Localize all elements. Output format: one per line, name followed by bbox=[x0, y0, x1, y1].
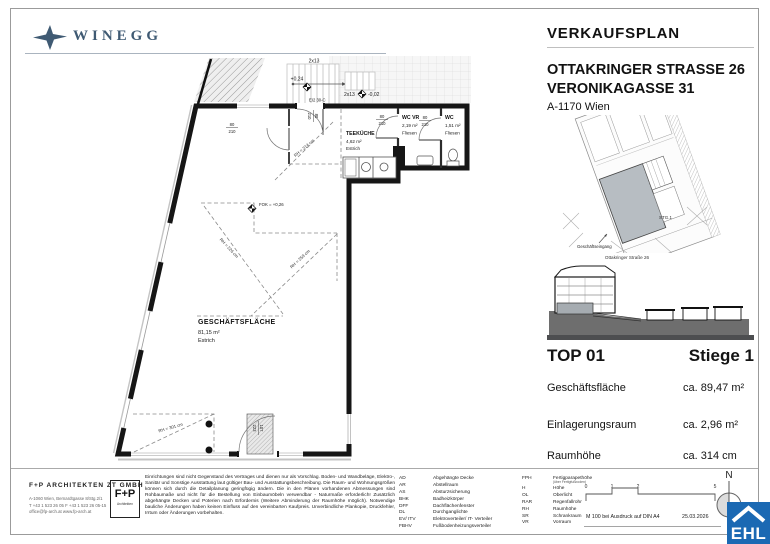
svg-text:2,19 m²: 2,19 m² bbox=[402, 123, 418, 128]
legend-item: OL Oberlicht bbox=[522, 492, 573, 498]
floor-plan-drawing bbox=[101, 56, 471, 466]
svg-text:Estrich: Estrich bbox=[198, 338, 215, 344]
svg-text:80: 80 bbox=[422, 115, 428, 120]
svg-text:GESCHÄFTSFLÄCHE: GESCHÄFTSFLÄCHE bbox=[198, 319, 276, 326]
print-scale-note: M 100 bei Ausdruck auf DIN A4 bbox=[586, 514, 660, 520]
page-title: VERKAUFSPLAN bbox=[547, 25, 680, 42]
wc-fixtures bbox=[417, 149, 459, 166]
svg-text:1: 1 bbox=[610, 484, 614, 490]
address-line2: VERONIKAGASSE 31 bbox=[547, 81, 695, 97]
stair-steps-label-2: 2x13 bbox=[344, 92, 355, 98]
svg-text:223: 223 bbox=[252, 424, 257, 432]
legend-item: BHK Badheizkörper bbox=[399, 496, 464, 502]
header-rule-left bbox=[25, 53, 386, 54]
legend-column-1 bbox=[399, 476, 519, 531]
legend-item: AD Abgehängte Decke bbox=[399, 476, 474, 481]
height-entry-label: RH = 314 cm bbox=[292, 137, 316, 158]
architect-web: office@fp-arch.at www.fp-arch.at bbox=[29, 509, 92, 515]
disclaimer-text: Einrichtungen sind nicht Gegenstand des Vertrages und dienen nur als Vorschlag. Boden- und Wandbeläge, Elektro-, Sanitär und Sonstige Ausstattung laut gültiger Bau- und Ausstattungsbeschreibung. Die Raum- und Wohnungsgrößen können sich durch die Detailplanung geringfügig ändern. Die in den Plänen vorhandenen Abmessungen sind Rohbaumaße und nicht für die Bestellung von Einbaumöbeln verwendbar - Naturmaße erforderlich! Zusätzlich abgehängte Decken und Poterien nach Erfordernis (Weitere Abminderung der Raumhöhe möglich). Notwendige bauliche Änderungen haben keinen Einfluss auf den vereinbarten Kaufpreis. Unverbindliche Plankopie, Druckfehler, Irrtum oder Änderungen vorbehalten. bbox=[145, 475, 395, 516]
legend-item: RH Raumhöhe bbox=[522, 506, 577, 512]
svg-text:WC VR: WC VR bbox=[402, 115, 420, 121]
site-entrance-label: Geschäftseingang bbox=[577, 244, 612, 249]
room-wc-label bbox=[445, 115, 461, 136]
section-street-caption: Ottakringer Straße 26 bbox=[604, 255, 650, 260]
legend-item: H Höhe bbox=[522, 486, 565, 491]
svg-text:81,15 m²: 81,15 m² bbox=[198, 330, 220, 336]
unit-divider-bar bbox=[547, 335, 754, 340]
svg-text:80: 80 bbox=[314, 113, 319, 119]
legend-item: FBHV Fußbodenheizungsverteiler bbox=[399, 524, 492, 530]
room-teekueche-label bbox=[346, 130, 375, 151]
address-line1: OTTAKRINGER STRASSE 26 bbox=[547, 62, 745, 78]
building-section-drawing bbox=[549, 263, 749, 335]
height-right-label: RH = 259 cm bbox=[289, 248, 311, 270]
room-wcvr-label bbox=[402, 115, 420, 136]
door-dim bbox=[307, 110, 319, 122]
door-dim bbox=[376, 114, 388, 126]
exterior-walls bbox=[118, 106, 467, 454]
detail-value: ca. 314 cm bbox=[683, 450, 737, 462]
svg-text:Fliesen: Fliesen bbox=[445, 130, 460, 136]
detail-label: Raumhöhe bbox=[547, 450, 601, 462]
room-geschaeftsflaeche-label bbox=[198, 318, 276, 344]
legend-item: SR Schrankraum bbox=[522, 513, 582, 519]
ehl-logo bbox=[727, 502, 770, 544]
legend-item: RAR Regenfallrohr bbox=[522, 499, 582, 505]
svg-text:0: 0 bbox=[584, 484, 588, 490]
unit-top-label: TOP 01 bbox=[547, 346, 605, 365]
svg-text:4,62 m²: 4,62 m² bbox=[346, 139, 362, 144]
legend-item: VR Vorraum bbox=[522, 520, 572, 526]
legend-note: (über Fertigfußboden) bbox=[553, 480, 586, 484]
legend-item: EV/ ITV Elektroverteiler/ IT- Verteiler bbox=[399, 517, 493, 523]
svg-text:WC: WC bbox=[445, 115, 454, 121]
kitchen-counter bbox=[343, 157, 396, 178]
svg-text:5: 5 bbox=[713, 484, 717, 490]
legend-item: DL Durchganglichte bbox=[399, 510, 468, 516]
site-parcel-group bbox=[566, 115, 721, 253]
section-unit-highlight bbox=[557, 303, 593, 314]
svg-text:210: 210 bbox=[307, 112, 313, 120]
door-class-label: EI2 30-C bbox=[309, 97, 326, 103]
svg-text:210: 210 bbox=[228, 128, 236, 134]
svg-text:80: 80 bbox=[229, 122, 235, 127]
fok-marker-icon bbox=[248, 205, 256, 213]
scale-bar bbox=[584, 481, 724, 507]
svg-text:210: 210 bbox=[378, 120, 386, 126]
ehl-roof-icon bbox=[727, 502, 770, 544]
site-plan-drawing bbox=[559, 115, 724, 253]
legend-item: AR Abstellraum bbox=[399, 482, 459, 488]
svg-text:2: 2 bbox=[636, 484, 640, 490]
unit-detail-row bbox=[547, 419, 754, 433]
north-label: N bbox=[725, 470, 733, 481]
footer-subrule bbox=[584, 526, 721, 527]
architect-name: F+P ARCHITEKTEN ZT GMBH bbox=[29, 482, 144, 489]
detail-value: ca. 2,96 m² bbox=[683, 419, 739, 431]
svg-text:80: 80 bbox=[379, 114, 385, 119]
svg-text:Estrich: Estrich bbox=[346, 146, 361, 151]
site-stiege-label: STG.1 bbox=[659, 215, 673, 220]
bottom-windows bbox=[131, 414, 352, 457]
svg-text:TEEKÜCHE: TEEKÜCHE bbox=[346, 131, 375, 137]
legend-item: FPH Fertigparapethöhe (über Fertigfußboden) bbox=[522, 476, 602, 486]
unit-detail-row bbox=[547, 450, 754, 464]
plan-sheet bbox=[10, 8, 759, 535]
top-window bbox=[237, 103, 269, 109]
shop-entrance-door bbox=[237, 414, 279, 457]
architect-phones: T +43 1 523 26 05 F +43 1 523 26 05-15 bbox=[29, 502, 107, 508]
unit-title-row bbox=[547, 346, 754, 366]
architect-contact bbox=[29, 496, 109, 516]
door-dim bbox=[226, 122, 238, 134]
detail-value: ca. 89,47 m² bbox=[683, 382, 745, 394]
unit-detail-row bbox=[547, 382, 754, 396]
svg-text:1,51 m²: 1,51 m² bbox=[445, 123, 461, 128]
brand-logo-text: WINEGG bbox=[73, 28, 163, 44]
address-city: A-1170 Wien bbox=[547, 101, 610, 113]
svg-text:210: 210 bbox=[421, 121, 429, 127]
ehl-label: EHL bbox=[730, 524, 767, 543]
level-upper-label: +0,24 bbox=[290, 76, 304, 83]
fok-label: FOK = +0,26 bbox=[259, 202, 284, 207]
level-lower-label: -0,02 bbox=[368, 92, 380, 98]
height-bottom-label: RH = 301 cm bbox=[157, 421, 184, 434]
legend-item: DFF Dachflächenfenster bbox=[399, 503, 475, 509]
detail-label: Einlagerungsraum bbox=[547, 419, 637, 431]
height-left-label: RH = 226 cm bbox=[218, 237, 240, 259]
architect-address: A-1060 Wien, Bernardtgasse 8/Stg.2/1 bbox=[29, 496, 103, 501]
stair-steps-label: 2x13 bbox=[308, 58, 320, 65]
footer-rule bbox=[11, 468, 758, 469]
unit-stiege-label: Stiege 1 bbox=[688, 346, 754, 365]
door-dim bbox=[419, 115, 431, 127]
legend-item: AS Absturzsicherung bbox=[399, 489, 471, 495]
winegg-star-icon bbox=[33, 25, 67, 51]
header-rule-right bbox=[547, 47, 754, 48]
svg-text:107: 107 bbox=[259, 424, 264, 432]
plan-date: 25.03.2026 bbox=[682, 514, 709, 520]
dashed-annotations bbox=[133, 109, 341, 452]
svg-text:Fliesen: Fliesen bbox=[402, 130, 417, 136]
fp-logo: F+P Architekten bbox=[110, 480, 140, 518]
detail-label: Geschäftsfläche bbox=[547, 382, 626, 394]
